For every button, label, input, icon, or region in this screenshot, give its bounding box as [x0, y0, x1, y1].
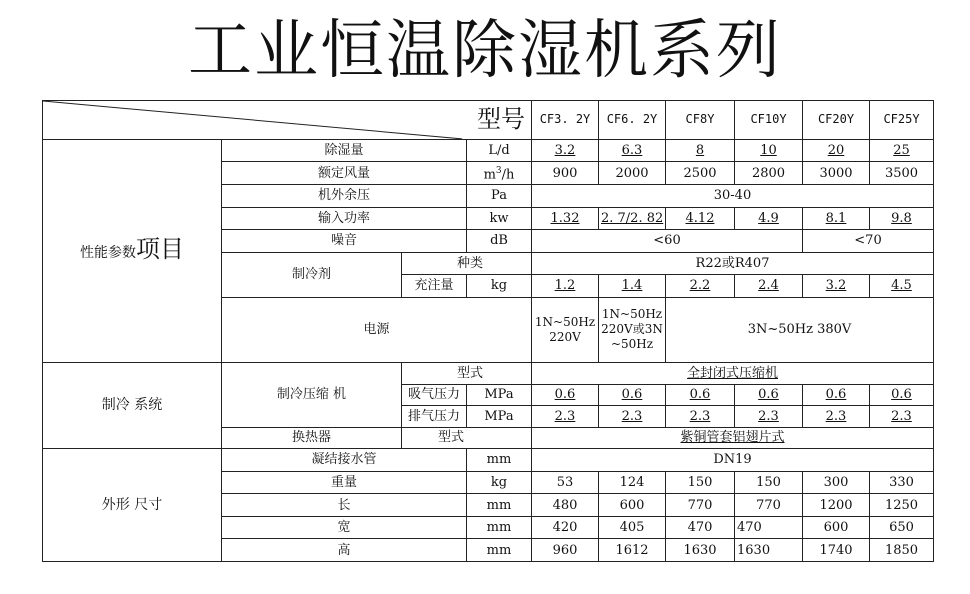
table-cell: 1.32	[532, 207, 599, 230]
table-cell: 3.2	[532, 139, 599, 162]
table-cell: 2.2	[666, 275, 735, 298]
row-unit: mm	[467, 449, 532, 472]
table-cell: 4.12	[666, 207, 735, 230]
row-sublabel-type: 种类	[402, 252, 532, 275]
table-cell: 4.9	[735, 207, 803, 230]
group-performance-label: 性能参数	[80, 244, 136, 261]
table-cell: 300	[803, 471, 870, 494]
table-cell: 8	[666, 139, 735, 162]
table-cell: 1250	[870, 494, 934, 517]
table-cell: 1630	[735, 539, 803, 562]
model-header: CF20Y	[803, 101, 870, 140]
page-title: 工业恒温除湿机系列	[188, 14, 782, 88]
unit-rest: /h	[501, 167, 515, 183]
row-unit: kg	[467, 471, 532, 494]
row-sublabel-charge: 充注量	[402, 275, 467, 298]
row-sublabel-type: 型式	[402, 427, 532, 449]
row-label-compressor: 制冷压缩 机	[222, 363, 402, 428]
table-cell: 0.6	[666, 384, 735, 406]
row-label-refrigerant: 制冷剂	[222, 252, 402, 297]
unit-sup: 3	[495, 166, 502, 177]
row-sublabel-discharge: 排气压力	[402, 406, 467, 428]
row-label-heat-exchanger: 换热器	[222, 427, 402, 449]
table-cell: 770	[666, 494, 735, 517]
table-cell: 0.6	[532, 384, 599, 406]
table-cell: 2500	[666, 162, 735, 185]
row-unit: mm	[467, 494, 532, 517]
table-cell: 480	[532, 494, 599, 517]
table-cell: 1200	[803, 494, 870, 517]
table-cell: 9.8	[870, 207, 934, 230]
row-unit	[467, 162, 532, 185]
table-cell: 1.2	[532, 275, 599, 298]
row-label-height: 高	[222, 539, 467, 562]
table-cell: 0.6	[735, 384, 803, 406]
table-cell: 1630	[666, 539, 735, 562]
table-cell: 124	[599, 471, 666, 494]
row-label-weight: 重量	[222, 471, 467, 494]
model-header: CF3. 2Y	[532, 101, 599, 140]
table-cell: 1.4	[599, 275, 666, 298]
table-cell: 405	[599, 516, 666, 539]
table-cell: <60	[532, 230, 803, 253]
table-cell: 10	[735, 139, 803, 162]
table-cell: R22或R407	[532, 252, 934, 275]
row-unit: MPa	[467, 384, 532, 406]
table-cell: 2.3	[735, 406, 803, 428]
row-label-airflow: 额定风量	[222, 162, 467, 185]
row-label-dehumidification: 除湿量	[222, 139, 467, 162]
row-unit: mm	[467, 516, 532, 539]
table-cell: 150	[735, 471, 803, 494]
row-sublabel-type: 型式	[402, 363, 532, 385]
table-cell: 2. 7/2. 82	[599, 207, 666, 230]
table-cell: 2.3	[870, 406, 934, 428]
row-unit: L/d	[467, 139, 532, 162]
diagonal-line	[43, 101, 531, 139]
table-cell: 420	[532, 516, 599, 539]
table-cell: 900	[532, 162, 599, 185]
group-shape-label: 外形 尺寸	[43, 449, 222, 562]
table-cell: 1850	[870, 539, 934, 562]
row-label-length: 长	[222, 494, 467, 517]
table-cell: 8.1	[803, 207, 870, 230]
spec-table	[42, 100, 934, 562]
model-header: CF6. 2Y	[599, 101, 666, 140]
table-cell: 全封闭式压缩机	[532, 363, 934, 385]
row-label-power-supply: 电源	[222, 297, 532, 363]
table-cell: 330	[870, 471, 934, 494]
row-unit: Pa	[467, 184, 532, 207]
table-cell: 1N~50Hz 220V	[532, 297, 599, 363]
group-cooling-label: 制冷 系统	[43, 363, 222, 449]
row-unit: kg	[467, 275, 532, 298]
table-cell: 1N~50Hz 220V或3N ~50Hz	[599, 297, 666, 363]
table-cell: DN19	[532, 449, 934, 472]
table-cell: 650	[870, 516, 934, 539]
table-cell: 4.5	[870, 275, 934, 298]
table-cell: 1612	[599, 539, 666, 562]
table-cell: 2.3	[666, 406, 735, 428]
table-cell: 3000	[803, 162, 870, 185]
table-cell: 150	[666, 471, 735, 494]
table-cell: 20	[803, 139, 870, 162]
table-cell: 3500	[870, 162, 934, 185]
row-label-noise: 噪音	[222, 230, 467, 253]
table-cell: 960	[532, 539, 599, 562]
row-unit: kw	[467, 207, 532, 230]
table-cell: 30-40	[532, 184, 934, 207]
table-cell: 0.6	[803, 384, 870, 406]
table-cell: 0.6	[599, 384, 666, 406]
table-cell: 25	[870, 139, 934, 162]
table-cell: 470	[666, 516, 735, 539]
table-cell: 2800	[735, 162, 803, 185]
table-cell: 2.3	[599, 406, 666, 428]
table-cell: 2.4	[735, 275, 803, 298]
header-model-label-cell	[43, 101, 532, 140]
table-cell: 2.3	[803, 406, 870, 428]
model-header: CF25Y	[870, 101, 934, 140]
row-label-external-pressure: 机外余压	[222, 184, 467, 207]
row-label-width: 宽	[222, 516, 467, 539]
table-cell: 0.6	[870, 384, 934, 406]
model-header: CF8Y	[666, 101, 735, 140]
table-cell: 3N~50Hz 380V	[666, 297, 934, 363]
row-unit: mm	[467, 539, 532, 562]
row-label-input-power: 输入功率	[222, 207, 467, 230]
row-label-drain: 凝结接水管	[222, 449, 467, 472]
unit-base: m	[483, 167, 496, 183]
table-cell: 600	[599, 494, 666, 517]
table-cell: 53	[532, 471, 599, 494]
table-cell: 紫铜管套铝翅片式	[532, 427, 934, 449]
table-cell: 2.3	[532, 406, 599, 428]
table-cell: 6.3	[599, 139, 666, 162]
table-cell: 3.2	[803, 275, 870, 298]
group-item-label: 项目	[136, 234, 184, 263]
table-cell: 1740	[803, 539, 870, 562]
group-performance	[43, 139, 222, 362]
table-cell: 600	[803, 516, 870, 539]
table-cell: 2000	[599, 162, 666, 185]
table-cell: 770	[735, 494, 803, 517]
header-model-label: 型号	[477, 105, 525, 134]
table-cell: 470	[735, 516, 803, 539]
row-unit: dB	[467, 230, 532, 253]
model-header: CF10Y	[735, 101, 803, 140]
table-cell: <70	[803, 230, 934, 253]
row-sublabel-suction: 吸气压力	[402, 384, 467, 406]
row-unit: MPa	[467, 406, 532, 428]
